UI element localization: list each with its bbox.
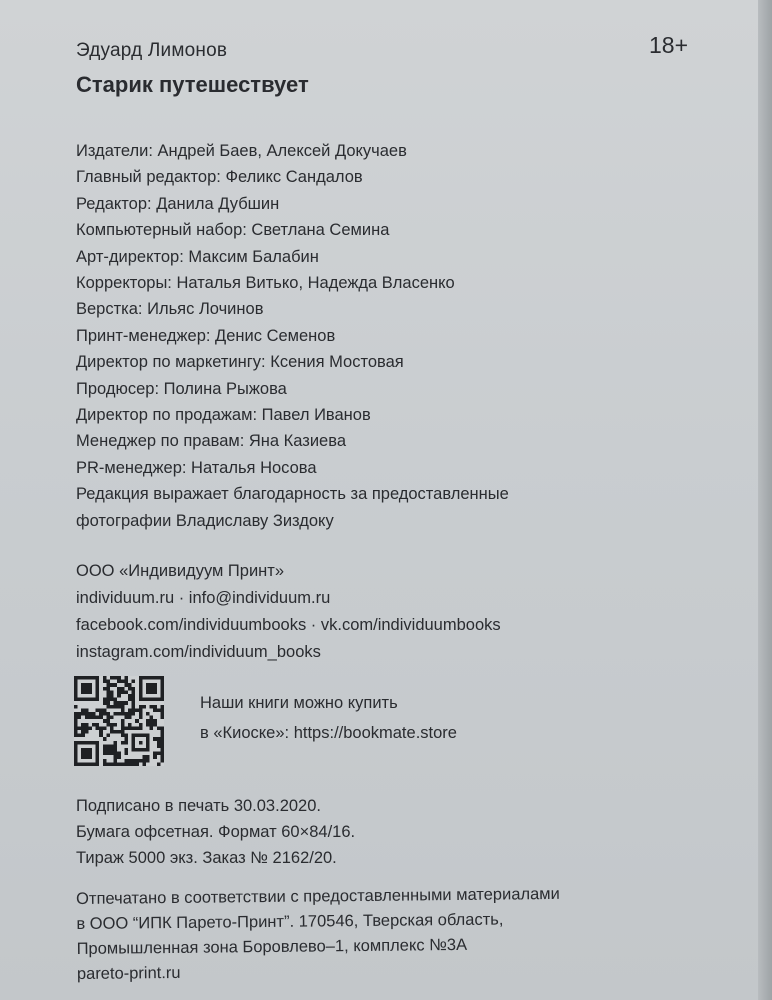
publisher-name: ООО «Индивидуум Принт» — [76, 562, 285, 580]
credits-list — [76, 138, 676, 534]
credit-line: Редакция выражает благодарность за предоставленные — [76, 485, 509, 504]
printer-website: pareto-print.ru — [76, 963, 181, 983]
credit-line: Редактор: Данила Дубшин — [76, 194, 280, 213]
credit-line: Продюсер: Полина Рыжова — [76, 379, 287, 398]
credit-line: Менеджер по правам: Яна Казиева — [76, 432, 346, 451]
qr-code — [74, 674, 164, 768]
print-info — [76, 793, 355, 871]
publisher-instagram: instagram.com/individuum_books — [76, 643, 321, 661]
credit-line: Директор по маркетингу: Ксения Мостовая — [76, 353, 404, 372]
signed-date: Подписано в печать 30.03.2020. — [76, 797, 321, 815]
credit-line: Верстка: Ильяс Лочинов — [76, 300, 264, 319]
publisher-block — [76, 558, 501, 666]
credit-line: Корректоры: Наталья Витько, Надежда Власенко — [76, 274, 455, 293]
publisher-social: facebook.com/individuumbooks · vk.com/individuumbooks — [76, 616, 501, 634]
credit-line: Арт-директор: Максим Балабин — [76, 247, 319, 266]
credit-line: фотографии Владиславу Зиздоку — [76, 511, 334, 530]
credit-line: Директор по продажам: Павел Иванов — [76, 406, 371, 425]
printer-line: Отпечатано в соответствии с предоставленными материалами — [76, 884, 560, 908]
buy-books-text — [200, 688, 457, 748]
book-title: Старик путешествует — [76, 72, 309, 97]
buy-books-link: в «Киоске»: https://bookmate.store — [200, 724, 457, 742]
credit-line: PR-менеджер: Наталья Носова — [76, 458, 317, 477]
credit-line: Издатели: Андрей Баев, Алексей Докучаев — [76, 142, 407, 160]
publisher-sites: individuum.ru · info@individuum.ru — [76, 589, 331, 607]
paper-format: Бумага офсетная. Формат 60×84/16. — [76, 823, 356, 841]
credit-line: Принт-менеджер: Денис Семенов — [76, 326, 336, 345]
printer-line: Промышленная зона Боровлево–1, комплекс №3А — [76, 935, 468, 958]
printer-info — [76, 882, 561, 987]
credit-line: Компьютерный набор: Светлана Семина — [76, 221, 390, 240]
page-edge — [758, 0, 772, 1000]
credit-line: Главный редактор: Феликс Сандалов — [76, 168, 363, 187]
author-name: Эдуард Лимонов — [76, 40, 228, 61]
printer-line: в ООО “ИПК Парето-Принт”. 170546, Тверская область, — [76, 910, 504, 933]
print-run: Тираж 5000 экз. Заказ № 2162/20. — [76, 849, 337, 867]
age-rating: 18+ — [649, 32, 689, 58]
buy-books-line: Наши книги можно купить — [200, 694, 398, 712]
